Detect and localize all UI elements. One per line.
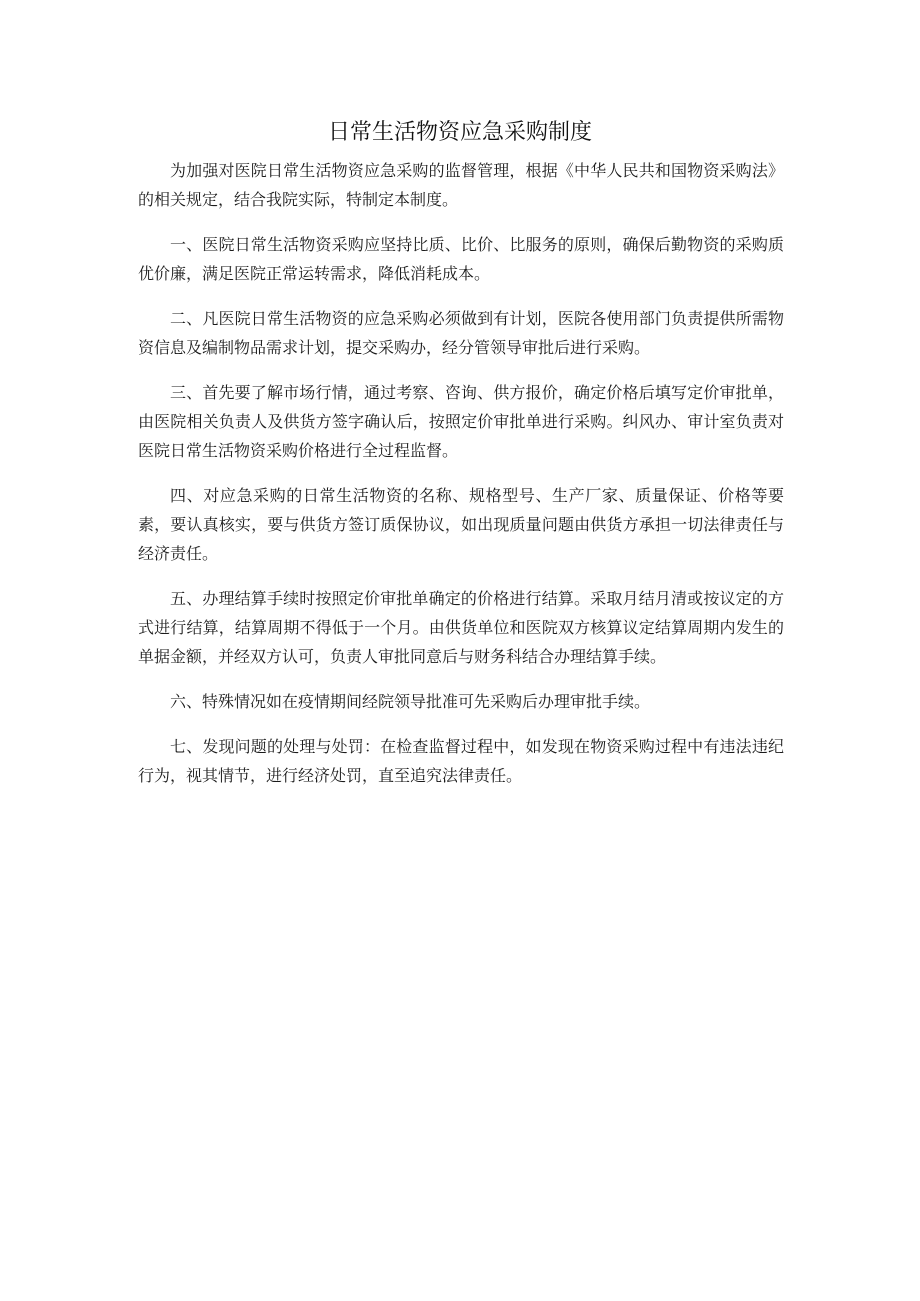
paragraph-intro: 为加强对医院日常生活物资应急采购的监督管理，根据《中华人民共和国物资采购法》的相关规定，结合我院实际，特制定本制度。 [138, 161, 784, 209]
document-title: 日常生活物资应急采购制度 [327, 120, 592, 145]
paragraph-clause-5: 五、办理结算手续时按照定价审批单确定的价格进行结算。采取月结月清或按议定的方式进行结算，结算周期不得低于一个月。由供货单位和医院双方核算议定结算周期内发生的单据金额，并经双方认可，负责人审批同意后与财务科结合办理结算手续。 [138, 589, 784, 666]
paragraph-clause-2: 二、凡医院日常生活物资的应急采购必须做到有计划，医院各使用部门负责提供所需物资信息及编制物品需求计划，提交采购办，经分管领导审批后进行采购。 [138, 309, 784, 357]
paragraph-clause-6: 六、特殊情况如在疫情期间经院领导批准可先采购后办理审批手续。 [170, 692, 651, 711]
paragraph-clause-3: 三、首先要了解市场行情，通过考察、咨询、供方报价，确定价格后填写定价审批单，由医院相关负责人及供货方签字确认后，按照定价审批单进行采购。纠风办、审计室负责对医院日常生活物资采购价格进行全过程监督。 [138, 383, 784, 460]
paragraph-clause-4: 四、对应急采购的日常生活物资的名称、规格型号、生产厂家、质量保证、价格等要素，要认真核实，要与供货方签订质保协议，如出现质量问题由供货方承担一切法律责任与经济责任。 [138, 486, 784, 563]
document-body [138, 156, 784, 806]
paragraph-clause-7: 七、发现问题的处理与处罚：在检查监督过程中，如发现在物资采购过程中有违法违纪行为，视其情节，进行经济处罚，直至追究法律责任。 [138, 737, 784, 785]
paragraph-clause-1: 一、医院日常生活物资采购应坚持比质、比价、比服务的原则，确保后勤物资的采购质优价廉，满足医院正常运转需求，降低消耗成本。 [138, 235, 784, 283]
